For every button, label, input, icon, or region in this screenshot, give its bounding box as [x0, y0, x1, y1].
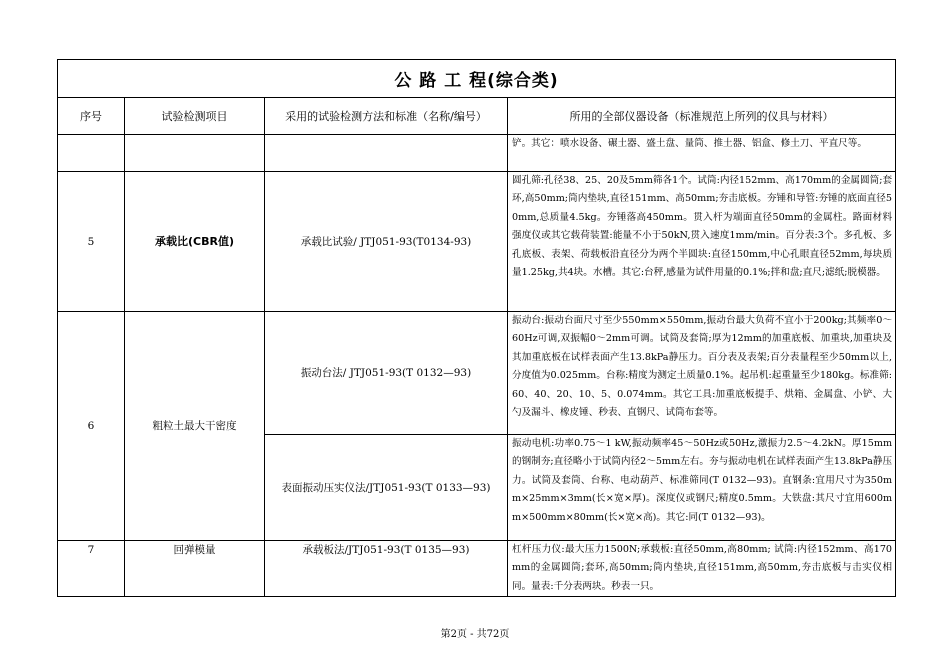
row6-seq: 6: [58, 312, 125, 541]
header-equipment: 所用的全部仪器设备（标准规范上所列的仪具与材料）: [508, 98, 896, 135]
table-title: 公 路 工 程(综合类): [58, 60, 896, 98]
row6-equipment-a: 振动台:振动台面尺寸至少550mm×550mm,振动台最大负荷不宜小于200kg;其频率0～60Hz可调,双振幅0～2mm可调。试筒及套筒;厚为12mm的加重底板、加重块,加重块及其加重底板在试样表面产生13.8kPa静压力。百分表及表架;百分表量程至少50mm以上,分度值为0.025mm。台称:精度为测定土质量0.1%。起吊机:起重量至少180kg。标准筛:60、40、20、10、5、0.074mm。其它工具:加重底板提手、烘箱、金属盘、小铲、大勺及漏斗、橡皮锤、秒表、直钢尺、试筒布套等。: [508, 312, 896, 435]
row6-method-a: 振动台法/ JTJ051-93(T 0132—93): [265, 312, 508, 435]
row5-method: 承载比试验/ JTJ051-93(T0134-93): [265, 172, 508, 312]
header-method: 采用的试验检测方法和标准（名称/编号）: [265, 98, 508, 135]
title-row: [58, 60, 896, 98]
row7-item: 回弹模量: [125, 541, 265, 597]
test-items-table: [57, 59, 896, 597]
row5-seq: 5: [58, 172, 125, 312]
row7-equipment: 杠杆压力仪:最大压力1500N;承载板:直径50mm,高80mm; 试筒:内径152mm、高170mm的金属圆筒;套环,高50mm;筒内垫块,直径151mm,高50mm,夯击底板与击实仪相同。量表:千分表两块。秒表一只。: [508, 541, 896, 597]
header-seq: 序号: [58, 98, 125, 135]
table-row: [58, 135, 896, 172]
cont-equipment: 铲。其它：喷水设备、碾土器、盛土盘、量筒、推土器、铝盒、修土刀、平直尺等。: [508, 135, 896, 172]
row7-seq: 7: [58, 541, 125, 597]
header-row: [58, 98, 896, 135]
cont-seq: [58, 135, 125, 172]
page-footer: 第2页 - 共72页: [440, 629, 510, 640]
header-item: 试验检测项目: [125, 98, 265, 135]
row5-item: 承载比(CBR值): [125, 172, 265, 312]
row6-equipment-b: 振动电机:功率0.75～1 kW,振动频率45～50Hz或50Hz,激振力2.5～4.2kN。厚15mm的钢制夯;直径略小于试筒内径2～5mm左右。夯与振动电机在试样表面产生13.8kPa静压力。试筒及套筒、台称、电动葫芦、标准筛同(T 0132—93)。直钢条:宜用尺寸为350mm×25mm×3mm(长×宽×厚)。深度仪或钢尺;精度0.5mm。大铁盘:其尺寸宜用600mm×500mm×80mm(长×宽×高)。其它:同(T 0132—93)。: [508, 435, 896, 541]
cont-method: [265, 135, 508, 172]
row6-item: 粗粒土最大干密度: [125, 312, 265, 541]
row5-equipment: 圆孔筛:孔径38、25、20及5mm筛各1个。试筒:内径152mm、高170mm的金属圆筒;套环,高50mm;筒内垫块,直径151mm、高50mm;夯击底板。夯锤和导管:夯锤的底面直径50mm,总质量4.5kg。夯锤落高450mm。贯入杆为端面直径50mm的金属柱。路面材料强度仪或其它载荷装置:能量不小于50kN,贯入速度1mm/min。百分表:3个。多孔板、多孔底板、表架、荷载板沿直径分为两个半圆块:直径150mm,中心孔眼直径52mm,每块质量1.25kg,共4块。水槽。其它:台秤,感量为试件用量的0.1%;拌和盘;直尺;滤纸;脱模器。: [508, 172, 896, 312]
table-row: [58, 541, 896, 597]
row7-method: 承载板法/JTJ051-93(T 0135—93): [265, 541, 508, 597]
cont-item: [125, 135, 265, 172]
table-row: [58, 172, 896, 312]
table-row: [58, 312, 896, 435]
row6-method-b: 表面振动压实仪法/JTJ051-93(T 0133—93): [265, 435, 508, 541]
